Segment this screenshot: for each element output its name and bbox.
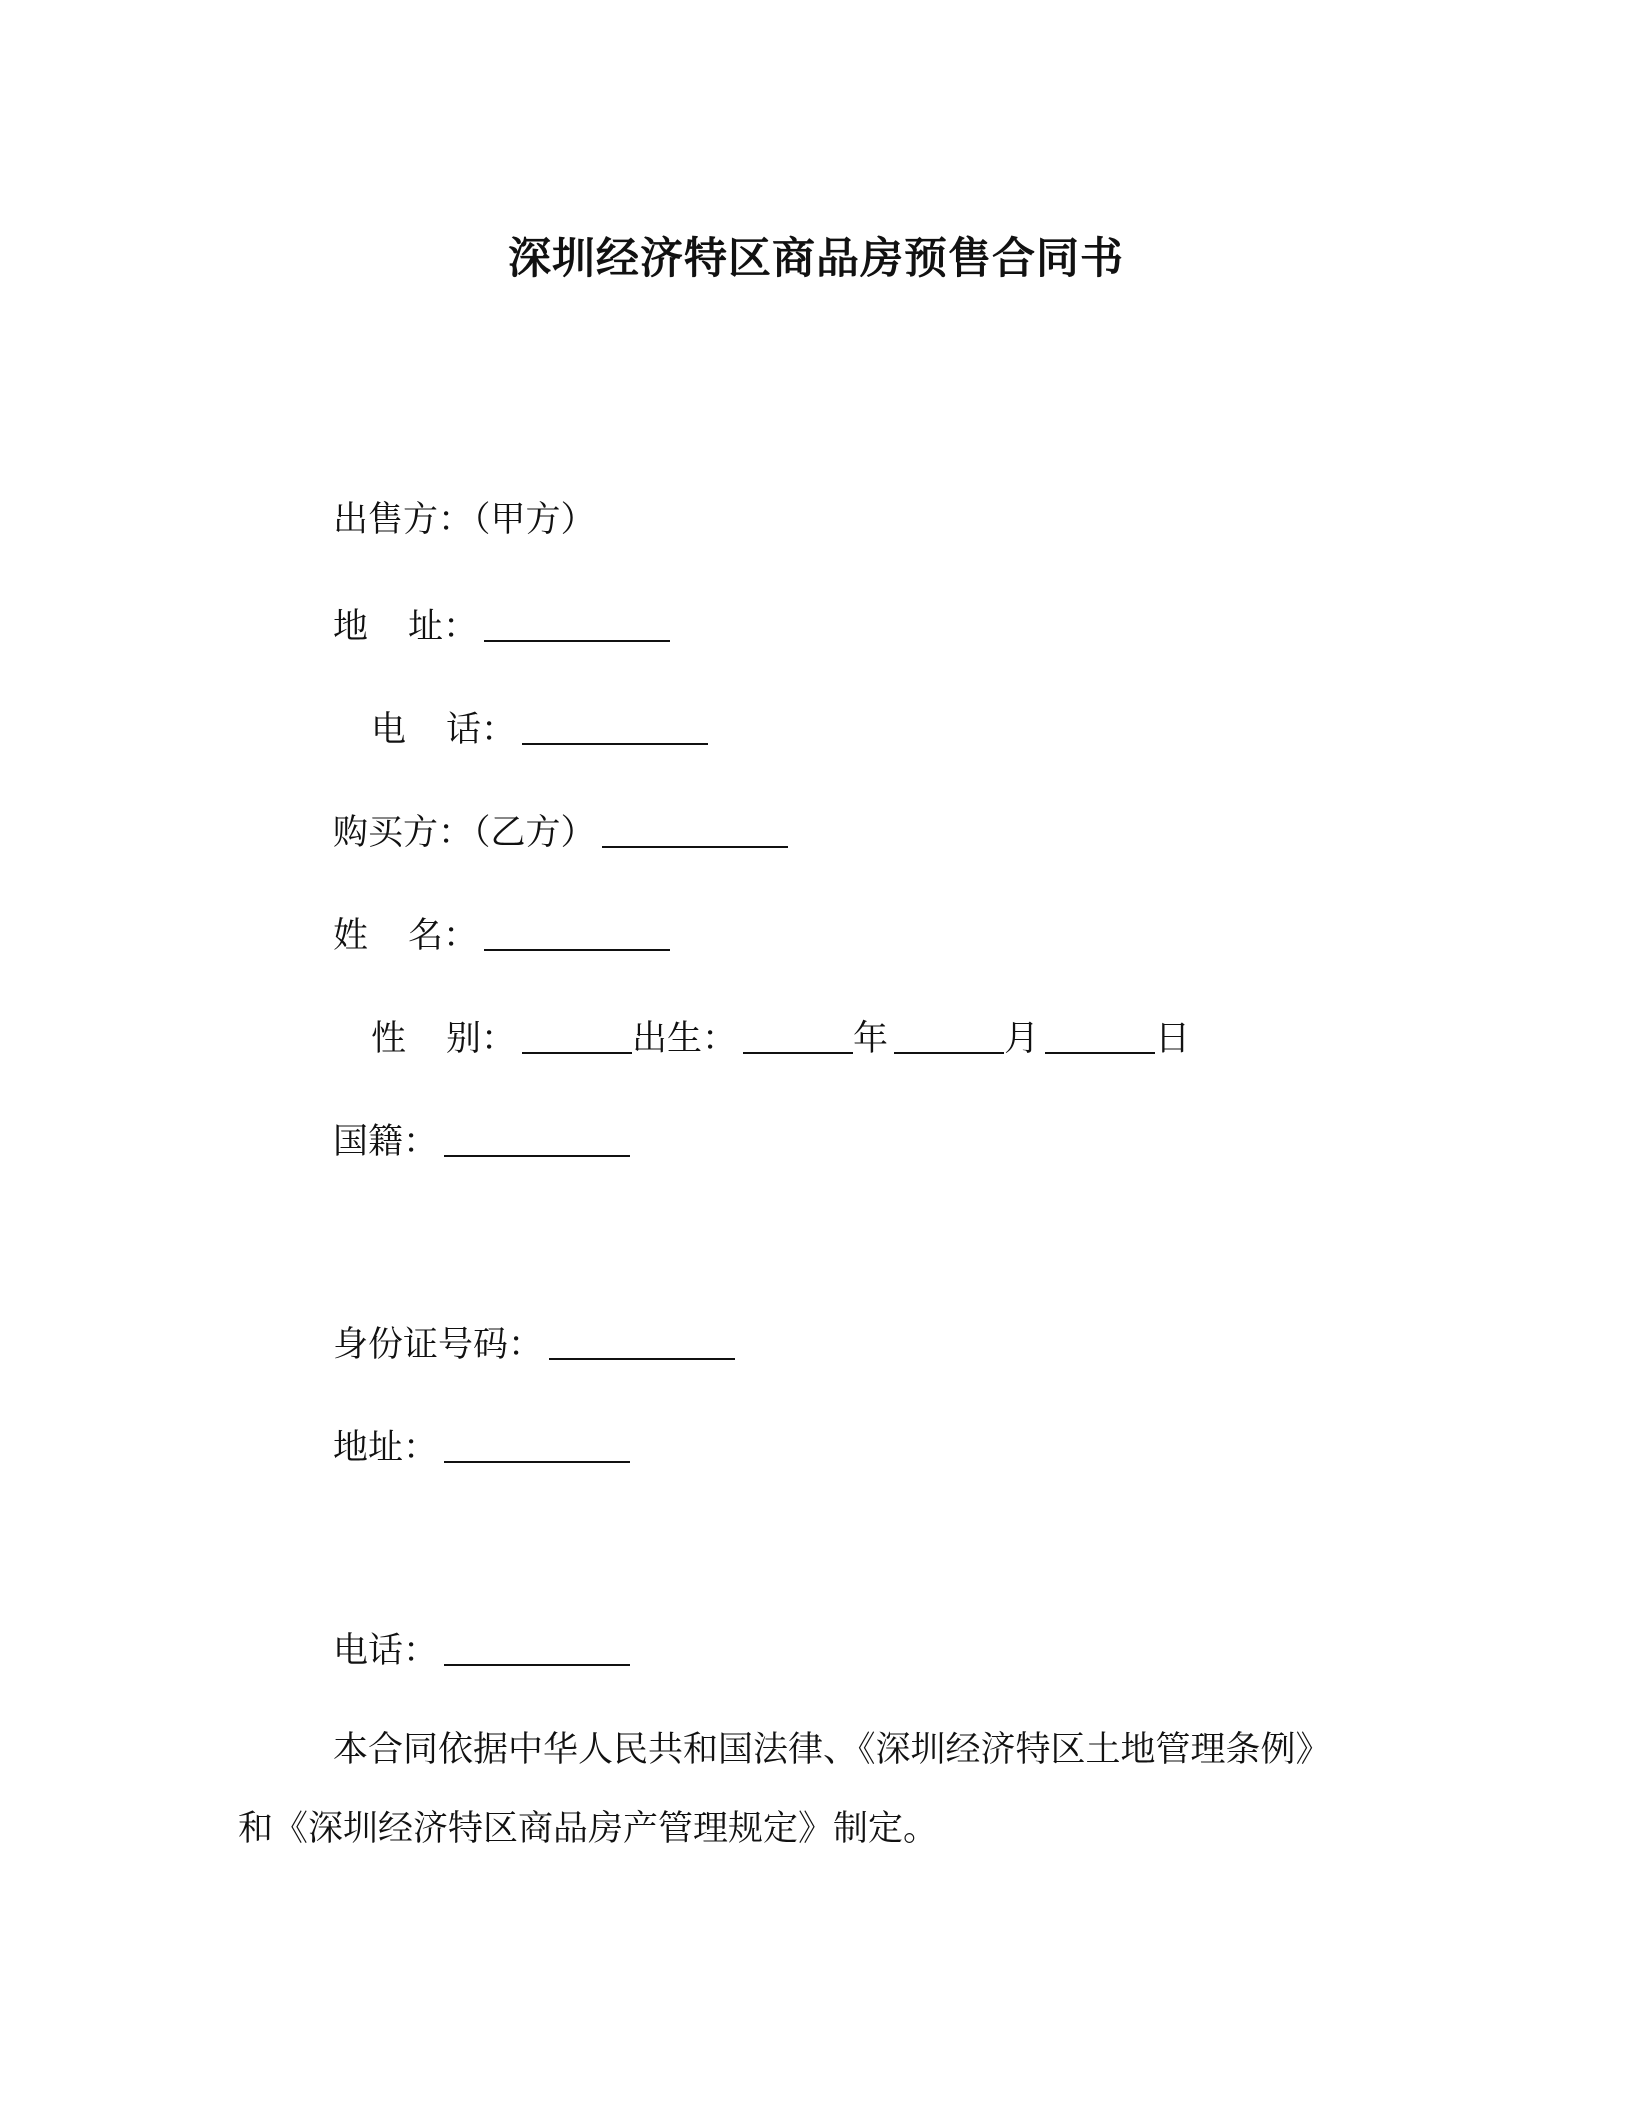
seller-address-label-a: 地	[333, 607, 369, 647]
buyer-day-label: 日	[1155, 1019, 1191, 1059]
buyer-label: 购买方：（乙方）	[333, 813, 596, 853]
buyer-id-label: 身份证号码：	[333, 1325, 544, 1365]
buyer-nationality-row	[333, 1113, 630, 1165]
buyer-address-label: 地址：	[333, 1428, 439, 1468]
buyer-name-label-b: 名：	[408, 916, 479, 956]
buyer-phone-row	[333, 1622, 630, 1674]
buyer-gender-blank[interactable]	[522, 1014, 632, 1054]
preamble-line-2: 和《深圳经济特区商品房产管理规定》制定。	[238, 1809, 939, 1849]
seller-phone-row	[371, 701, 708, 753]
seller-address-blank[interactable]	[484, 602, 670, 642]
buyer-gender-label-b: 别：	[446, 1019, 517, 1059]
buyer-address-row	[333, 1419, 630, 1471]
buyer-phone-blank[interactable]	[444, 1626, 630, 1666]
buyer-id-row	[333, 1316, 735, 1368]
buyer-birth-year-blank[interactable]	[743, 1014, 853, 1054]
buyer-birth-month-blank[interactable]	[894, 1014, 1004, 1054]
buyer-nationality-blank[interactable]	[444, 1117, 630, 1157]
buyer-year-label: 年	[853, 1019, 889, 1059]
buyer-birth-label: 出生：	[632, 1019, 738, 1059]
buyer-gender-birth-row	[371, 1010, 1190, 1062]
seller-phone-label-a: 电	[371, 710, 407, 750]
buyer-id-blank[interactable]	[549, 1320, 735, 1360]
seller-label: 出售方：（甲方）	[333, 500, 596, 540]
buyer-month-label: 月	[1004, 1019, 1040, 1059]
seller-address-label-b: 址：	[408, 607, 479, 647]
document-title: 深圳经济特区商品房预售合同书	[508, 234, 1124, 284]
buyer-gender-label-a: 性	[371, 1019, 407, 1059]
buyer-row	[333, 804, 788, 856]
buyer-name-row	[333, 907, 670, 959]
buyer-nationality-label: 国籍：	[333, 1122, 439, 1162]
seller-phone-label-b: 话：	[446, 710, 517, 750]
buyer-phone-label: 电话：	[333, 1631, 439, 1671]
preamble-line-1: 本合同依据中华人民共和国法律、《深圳经济特区土地管理条例》	[333, 1730, 1331, 1770]
buyer-name-blank[interactable]	[484, 911, 670, 951]
seller-address-row	[333, 598, 670, 650]
buyer-birth-day-blank[interactable]	[1045, 1014, 1155, 1054]
buyer-blank[interactable]	[602, 808, 788, 848]
seller-phone-blank[interactable]	[522, 705, 708, 745]
buyer-name-label-a: 姓	[333, 916, 369, 956]
buyer-address-blank[interactable]	[444, 1423, 630, 1463]
seller-row	[333, 494, 596, 546]
